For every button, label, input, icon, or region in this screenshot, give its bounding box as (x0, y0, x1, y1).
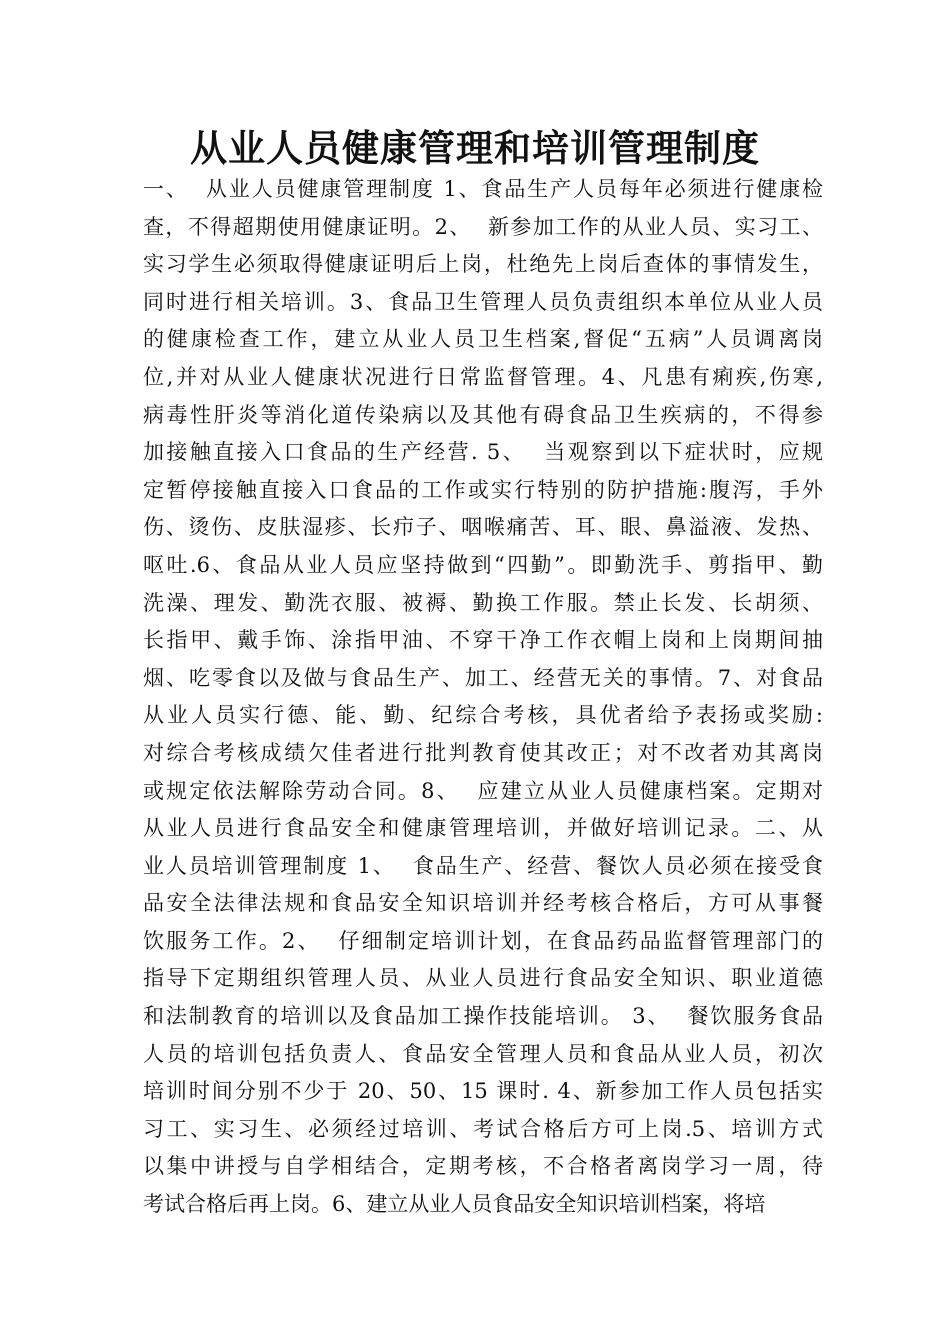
body-text-line: 长指甲、戴手饰、涂指甲油、不穿干净工作衣帽上岗和上岗期间抽 (143, 628, 823, 653)
body-text-line: 烟、吃零食以及做与食品生产、加工、经营无关的事情。7、对食品 (143, 665, 823, 690)
body-text-line: 从业人员实行德、能、勤、纪综合考核，具优者给予表扬或奖励: (143, 703, 823, 728)
body-text-line: 以集中讲授与自学相结合，定期考核，不合格者离岗学习一周，待 (143, 1154, 823, 1179)
body-text-line: 伤、烫伤、皮肤湿疹、长疖子、咽喉痛苦、耳、眼、鼻溢液、发热、 (143, 515, 823, 540)
body-text-line: 病毒性肝炎等消化道传染病以及其他有碍食品卫生疾病的，不得参 (143, 402, 823, 427)
body-text-line: 从业人员进行食品安全和健康管理培训，并做好培训记录。二、从 (143, 816, 823, 841)
document-body (143, 171, 823, 1224)
body-text-line: 对综合考核成绩欠佳者进行批判教育使其改正；对不改者劝其离岗 (143, 740, 823, 765)
body-text-line: 同时进行相关培训。3、食品卫生管理人员负责组织本单位从业人员 (143, 289, 823, 314)
body-text-line: 位,并对从业人健康状况进行日常监督管理。4、凡患有痢疾,伤寒, (143, 364, 823, 389)
body-text-line: 一、 从业人员健康管理制度 1、食品生产人员每年必须进行健康检 (143, 177, 823, 201)
body-text-line: 饮服务工作。2、 仔细制定培训计划，在食品药品监督管理部门的 (143, 928, 823, 953)
body-text-line: 或规定依法解除劳动合同。8、 应建立从业人员健康档案。定期对 (143, 778, 823, 803)
body-text-line: 定暂停接触直接入口食品的工作或实行特别的防护措施:腹泻，手外 (143, 477, 823, 502)
body-text-line: 考试合格后再上岗。6、建立从业人员食品安全知识培训档案，将培 (143, 1192, 766, 1217)
body-text-line: 查，不得超期使用健康证明。2、 新参加工作的从业人员、实习工、 (143, 214, 823, 239)
body-text-line: 品安全法律法规和食品安全知识培训并经考核合格后，方可从事餐 (143, 891, 823, 916)
body-text-line: 习工、实习生、必须经过培训、考试合格后方可上岗.5、培训方式 (143, 1116, 823, 1141)
body-text-line: 业人员培训管理制度 1、 食品生产、经营、餐饮人员必须在接受食 (143, 853, 823, 878)
body-text-line: 加接触直接入口食品的生产经营. 5、 当观察到以下症状时，应规 (143, 440, 823, 465)
body-text-line: 实习学生必须取得健康证明后上岗，杜绝先上岗后查体的事情发生， (143, 252, 823, 277)
body-text-line: 指导下定期组织管理人员、从业人员进行食品安全知识、职业道德 (143, 966, 823, 991)
body-text-line: 洗澡、理发、勤洗衣服、被褥、勤换工作服。禁止长发、长胡须、 (143, 590, 823, 615)
body-text-line: 的健康检查工作，建立从业人员卫生档案,督促“五病”人员调离岗 (143, 327, 823, 352)
body-text-line: 呕吐.6、食品从业人员应坚持做到“四勤”。即勤洗手、剪指甲、勤 (143, 552, 823, 577)
body-text-line: 培训时间分别不少于 20、50、15 课时. 4、新参加工作人员包括实 (143, 1079, 823, 1104)
document-title: 从业人员健康管理和培训管理制度 (190, 127, 760, 170)
body-text-line: 和法制教育的培训以及食品加工操作技能培训。 3、 餐饮服务食品 (143, 1004, 823, 1029)
body-text-line: 人员的培训包括负责人、食品安全管理人员和食品从业人员，初次 (143, 1041, 823, 1066)
